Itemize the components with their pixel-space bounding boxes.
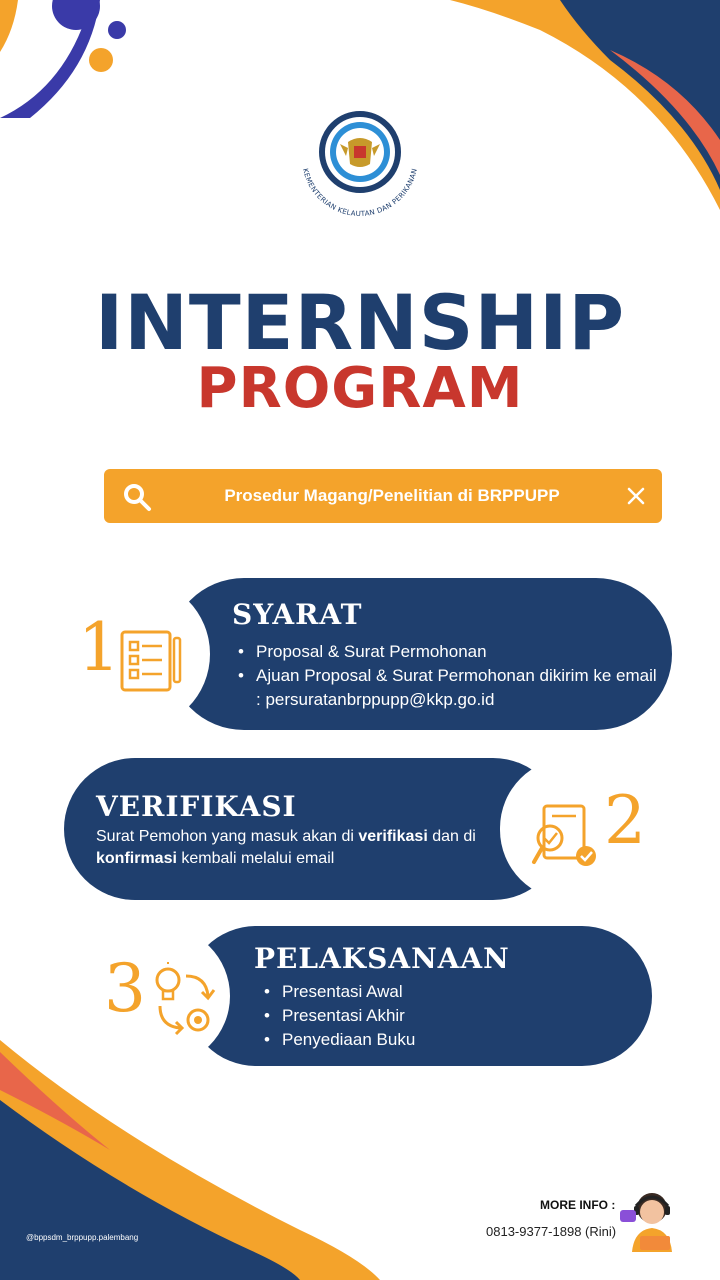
step-title-syarat: SYARAT	[232, 598, 363, 631]
step-text-verifikasi: Surat Pemohon yang masuk akan di verifikasi dan di konfirmasi kembali melalui email	[96, 828, 476, 867]
close-icon[interactable]	[624, 484, 648, 508]
idea-gear-cycle-icon	[150, 962, 220, 1040]
search-bar[interactable]	[104, 469, 662, 523]
document-checklist-icon	[112, 626, 188, 696]
step-title-verifikasi: VERIFIKASI	[96, 790, 297, 823]
list-item: • Proposal & Surat Permohonan	[236, 640, 662, 664]
keyword-verifikasi: verifikasi	[358, 828, 428, 845]
title-program: PROGRAM	[196, 356, 524, 421]
title-internship: INTERNSHIP	[94, 278, 626, 367]
list-item: • Penyediaan Buku	[262, 1028, 622, 1052]
list-item: • Presentasi Awal	[262, 980, 622, 1004]
top-left-dot-orange	[89, 48, 113, 72]
social-handle: @bppsdm_brppupp.palembang	[26, 1233, 139, 1242]
document-verify-icon	[530, 800, 602, 872]
step-list-syarat	[236, 640, 662, 712]
search-icon[interactable]	[122, 482, 152, 512]
more-info-label: MORE INFO :	[540, 1198, 616, 1212]
step-title-pelaksanaan: PELAKSANAAN	[254, 942, 510, 975]
step-number-1: 1	[78, 609, 120, 686]
contact-phone[interactable]: 0813-9377-1898 (Rini)	[486, 1224, 617, 1239]
top-left-corner	[0, 0, 18, 52]
top-left-dot-small	[108, 21, 126, 39]
ministry-logo	[290, 108, 430, 228]
search-text[interactable]: Prosedur Magang/Penelitian di BRPPUPP	[224, 486, 560, 505]
support-agent-icon	[618, 1186, 680, 1252]
step-number-3: 3	[104, 950, 146, 1027]
step-number-2: 2	[604, 782, 646, 859]
step-list-pelaksanaan	[262, 980, 622, 1052]
keyword-konfirmasi: konfirmasi	[96, 850, 177, 867]
list-item: • Ajuan Proposal & Surat Permohonan dikirim ke email : persuratanbrppupp@kkp.go.id	[236, 664, 662, 712]
logo-caption: KEMENTERIAN KELAUTAN DAN PERIKANAN	[301, 167, 419, 219]
list-item: • Presentasi Akhir	[262, 1004, 622, 1028]
